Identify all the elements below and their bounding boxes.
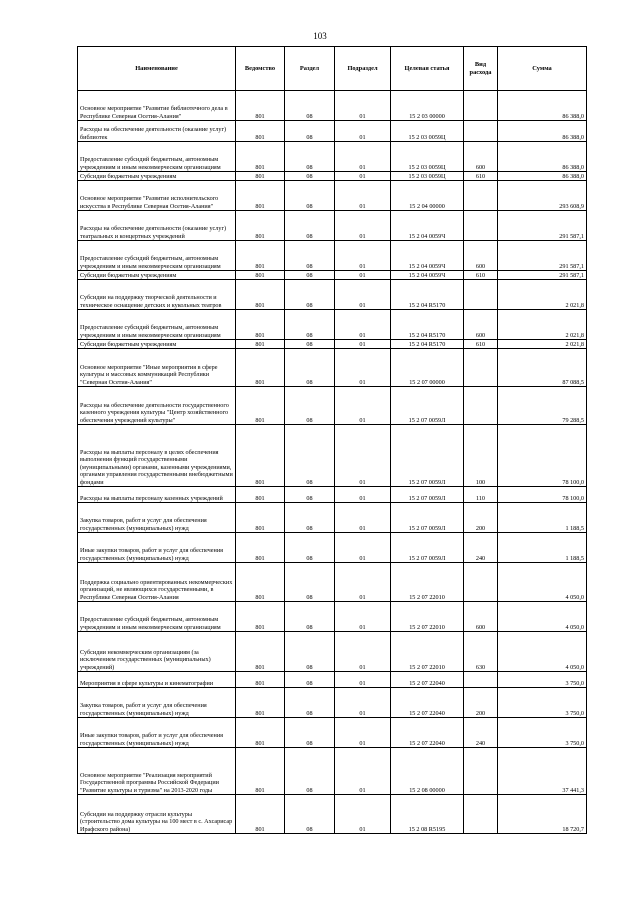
cell-expense-type: 200 [464,503,498,533]
cell-name: Закупка товаров, работ и услуг для обеспечения государственных (муниципальных) нужд [78,503,236,533]
header-expense-type: Вид расхода [464,47,498,91]
header-target-item: Целевая статья [391,47,464,91]
cell-section: 08 [285,181,335,211]
cell-amount: 291 587,1 [498,241,587,271]
cell-subsection: 01 [335,142,391,172]
table-row [78,310,587,340]
cell-department: 801 [236,271,285,280]
cell-subsection: 01 [335,425,391,487]
cell-section: 08 [285,172,335,181]
cell-section: 08 [285,533,335,563]
table-row [78,181,587,211]
table-row [78,271,587,280]
cell-subsection: 01 [335,718,391,748]
table-row [78,795,587,834]
cell-target-item: 15 2 04 R5170 [391,310,464,340]
table-row [78,121,587,142]
cell-name: Расходы на выплаты персоналу в целях обеспечения выполнения функций государственными (муниципальными) органами, казенными учреждениями, органами управления государственными внебюджетными фондами [78,425,236,487]
table-row [78,241,587,271]
cell-department: 801 [236,280,285,310]
cell-amount: 87 088,5 [498,349,587,387]
table-row [78,487,587,503]
cell-expense-type: 200 [464,688,498,718]
cell-target-item: 15 2 03 0059Ц [391,142,464,172]
cell-amount: 1 188,5 [498,533,587,563]
cell-target-item: 15 2 07 22010 [391,602,464,632]
cell-department: 801 [236,602,285,632]
cell-name: Субсидии бюджетным учреждениям [78,340,236,349]
cell-section: 08 [285,632,335,672]
cell-section: 08 [285,602,335,632]
cell-section: 08 [285,672,335,688]
table-row [78,688,587,718]
cell-subsection: 01 [335,310,391,340]
header-department: Ведомство [236,47,285,91]
cell-amount: 1 188,5 [498,503,587,533]
table-row [78,172,587,181]
cell-amount: 78 100,0 [498,487,587,503]
cell-subsection: 01 [335,632,391,672]
cell-target-item: 15 2 04 R5170 [391,280,464,310]
cell-name: Иные закупки товаров, работ и услуг для обеспечения государственных (муниципальных) нужд [78,533,236,563]
table-row [78,425,587,487]
cell-amount: 293 608,9 [498,181,587,211]
cell-amount: 86 388,0 [498,121,587,142]
cell-section: 08 [285,718,335,748]
cell-section: 08 [285,310,335,340]
table-row [78,211,587,241]
cell-amount: 4 050,0 [498,602,587,632]
cell-amount: 3 750,0 [498,718,587,748]
cell-target-item: 15 2 07 0059Л [391,387,464,425]
cell-name: Поддержка социально ориентированных некоммерческих организаций, не являющихся государственными, в Республике Северная Осетия-Алания [78,563,236,602]
cell-expense-type: 630 [464,632,498,672]
cell-department: 801 [236,121,285,142]
cell-target-item: 15 2 07 22040 [391,688,464,718]
table-row [78,142,587,172]
cell-expense-type [464,121,498,142]
cell-expense-type [464,349,498,387]
header-subsection: Подраздел [335,47,391,91]
cell-subsection: 01 [335,280,391,310]
cell-target-item: 15 2 07 0059Л [391,503,464,533]
table-row [78,672,587,688]
cell-expense-type [464,563,498,602]
cell-name: Предоставление субсидий бюджетным, автономным учреждениям и иным некоммерческим организациям [78,241,236,271]
cell-name: Расходы на выплаты персоналу казенных учреждений [78,487,236,503]
cell-subsection: 01 [335,533,391,563]
cell-amount: 3 750,0 [498,672,587,688]
cell-target-item: 15 2 07 22040 [391,672,464,688]
page-number: 103 [313,31,327,41]
cell-target-item: 15 2 04 0059Ч [391,241,464,271]
table-row [78,718,587,748]
cell-name: Основное мероприятие "Иные мероприятия в сфере культуры и массовых коммуникаций Республики "Северная Осетия-Алания" [78,349,236,387]
cell-expense-type: 600 [464,310,498,340]
cell-subsection: 01 [335,271,391,280]
cell-subsection: 01 [335,563,391,602]
cell-name: Субсидии на поддержку творческой деятельности и техническое оснащение детских и кукольных театров [78,280,236,310]
header-name: Наименование [78,47,236,91]
cell-subsection: 01 [335,602,391,632]
cell-section: 08 [285,688,335,718]
table-row [78,91,587,121]
cell-name: Субсидии некоммерческим организациям (за исключением государственных (муниципальных) учреждений) [78,632,236,672]
cell-expense-type: 610 [464,271,498,280]
cell-section: 08 [285,487,335,503]
cell-expense-type [464,672,498,688]
cell-amount: 2 021,8 [498,280,587,310]
cell-section: 08 [285,271,335,280]
table-row [78,748,587,795]
cell-expense-type: 600 [464,241,498,271]
cell-expense-type [464,181,498,211]
cell-department: 801 [236,688,285,718]
cell-name: Предоставление субсидий бюджетным, автономным учреждениям и иным некоммерческим организациям [78,310,236,340]
header-section: Раздел [285,47,335,91]
cell-name: Субсидии на поддержку отрасли культуры (строительство дома культуры на 100 мест в с. Ахсарисар Ирафского района) [78,795,236,834]
cell-department: 801 [236,748,285,795]
table-row [78,387,587,425]
cell-department: 801 [236,672,285,688]
cell-target-item: 15 2 07 22010 [391,563,464,602]
cell-subsection: 01 [335,181,391,211]
cell-subsection: 01 [335,340,391,349]
cell-name: Закупка товаров, работ и услуг для обеспечения государственных (муниципальных) нужд [78,688,236,718]
cell-subsection: 01 [335,795,391,834]
cell-amount: 86 388,0 [498,172,587,181]
cell-department: 801 [236,533,285,563]
cell-subsection: 01 [335,503,391,533]
cell-amount: 4 050,0 [498,632,587,672]
cell-department: 801 [236,349,285,387]
header-amount: Сумма [498,47,587,91]
cell-subsection: 01 [335,748,391,795]
cell-name: Расходы на обеспечение деятельности государственного казенного учреждения культуры "Центр хозяйственного обеспечения учреждений культуры" [78,387,236,425]
cell-department: 801 [236,795,285,834]
cell-section: 08 [285,795,335,834]
cell-target-item: 15 2 07 00000 [391,349,464,387]
cell-target-item: 15 2 04 0059Ч [391,271,464,280]
cell-department: 801 [236,181,285,211]
cell-subsection: 01 [335,349,391,387]
cell-target-item: 15 2 07 0059Л [391,425,464,487]
table-row [78,503,587,533]
cell-subsection: 01 [335,672,391,688]
cell-section: 08 [285,425,335,487]
cell-expense-type [464,795,498,834]
cell-name: Мероприятия в сфере культуры и кинематографии [78,672,236,688]
cell-department: 801 [236,340,285,349]
cell-department: 801 [236,172,285,181]
cell-expense-type: 110 [464,487,498,503]
cell-subsection: 01 [335,241,391,271]
cell-section: 08 [285,121,335,142]
table-row [78,340,587,349]
cell-department: 801 [236,487,285,503]
cell-amount: 3 750,0 [498,688,587,718]
cell-target-item: 15 2 04 R5170 [391,340,464,349]
cell-subsection: 01 [335,387,391,425]
cell-expense-type: 100 [464,425,498,487]
cell-target-item: 15 2 07 22040 [391,718,464,748]
cell-section: 08 [285,563,335,602]
cell-expense-type [464,748,498,795]
cell-amount: 37 441,3 [498,748,587,795]
cell-amount: 291 587,1 [498,271,587,280]
cell-expense-type: 240 [464,718,498,748]
cell-amount: 291 587,1 [498,211,587,241]
table-row [78,280,587,310]
cell-amount: 4 050,0 [498,563,587,602]
cell-department: 801 [236,211,285,241]
cell-department: 801 [236,387,285,425]
cell-target-item: 15 2 07 22010 [391,632,464,672]
cell-amount: 79 288,5 [498,387,587,425]
cell-department: 801 [236,310,285,340]
cell-target-item: 15 2 04 00000 [391,181,464,211]
cell-amount: 2 021,8 [498,310,587,340]
cell-section: 08 [285,748,335,795]
cell-department: 801 [236,632,285,672]
cell-expense-type: 600 [464,142,498,172]
cell-target-item: 15 2 03 00000 [391,91,464,121]
cell-subsection: 01 [335,487,391,503]
cell-amount: 86 388,0 [498,91,587,121]
cell-name: Предоставление субсидий бюджетным, автономным учреждениям и иным некоммерческим организациям [78,142,236,172]
cell-section: 08 [285,387,335,425]
cell-department: 801 [236,425,285,487]
cell-name: Субсидии бюджетным учреждениям [78,271,236,280]
cell-target-item: 15 2 03 0059Ц [391,172,464,181]
table-row [78,349,587,387]
cell-target-item: 15 2 04 0059Ч [391,211,464,241]
cell-target-item: 15 2 07 0059Л [391,533,464,563]
cell-section: 08 [285,503,335,533]
cell-name: Основное мероприятие "Развитие библиотечного дела в Республике Северная Осетия-Алания" [78,91,236,121]
cell-expense-type: 610 [464,172,498,181]
cell-subsection: 01 [335,172,391,181]
cell-name: Предоставление субсидий бюджетным, автономным учреждениям и иным некоммерческим организациям [78,602,236,632]
cell-amount: 86 388,0 [498,142,587,172]
cell-section: 08 [285,349,335,387]
table-row [78,602,587,632]
cell-amount: 78 100,0 [498,425,587,487]
cell-target-item: 15 2 08 00000 [391,748,464,795]
cell-name: Субсидии бюджетным учреждениям [78,172,236,181]
cell-target-item: 15 2 03 0059Ц [391,121,464,142]
cell-expense-type [464,211,498,241]
table-row [78,632,587,672]
cell-subsection: 01 [335,211,391,241]
cell-section: 08 [285,280,335,310]
cell-expense-type: 610 [464,340,498,349]
cell-expense-type [464,91,498,121]
cell-name: Расходы на обеспечение деятельности (оказание услуг) театральных и концертных учреждений [78,211,236,241]
table-row [78,563,587,602]
cell-section: 08 [285,241,335,271]
cell-section: 08 [285,91,335,121]
cell-subsection: 01 [335,688,391,718]
cell-expense-type: 600 [464,602,498,632]
cell-department: 801 [236,91,285,121]
cell-amount: 2 021,8 [498,340,587,349]
cell-subsection: 01 [335,91,391,121]
cell-department: 801 [236,142,285,172]
cell-department: 801 [236,241,285,271]
budget-table [77,46,587,834]
cell-name: Расходы на обеспечение деятельности (оказание услуг) библиотек [78,121,236,142]
table-row [78,533,587,563]
cell-expense-type: 240 [464,533,498,563]
cell-expense-type [464,387,498,425]
table-header-row [78,47,587,91]
cell-name: Иные закупки товаров, работ и услуг для обеспечения государственных (муниципальных) нужд [78,718,236,748]
cell-expense-type [464,280,498,310]
cell-section: 08 [285,211,335,241]
cell-subsection: 01 [335,121,391,142]
cell-section: 08 [285,142,335,172]
cell-name: Основное мероприятие "Развитие исполнительского искусства в Республике Северная Осетия-Алания" [78,181,236,211]
cell-section: 08 [285,340,335,349]
cell-department: 801 [236,718,285,748]
cell-amount: 18 720,7 [498,795,587,834]
cell-department: 801 [236,503,285,533]
cell-department: 801 [236,563,285,602]
cell-target-item: 15 2 07 0059Л [391,487,464,503]
cell-target-item: 15 2 08 R5195 [391,795,464,834]
cell-name: Основное мероприятие "Реализация мероприятий Государственной программы Российской Федерации "Развитие культуры и туризма" на 2013-2020 годы [78,748,236,795]
